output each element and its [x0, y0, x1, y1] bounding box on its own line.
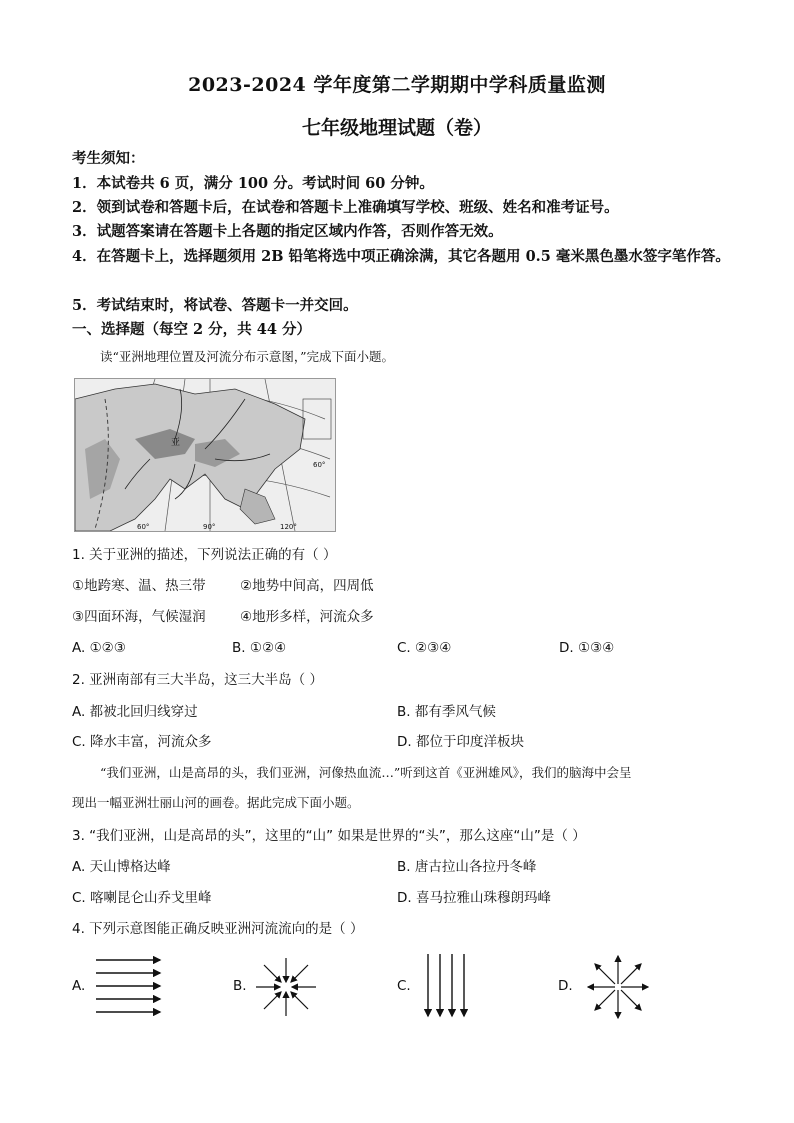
q1-statement-1: ①地跨寒、温、热三带	[72, 578, 206, 594]
q4-option-d-label[interactable]: D.	[558, 978, 573, 994]
q4-option-c-label[interactable]: C.	[397, 978, 411, 994]
q4-option-d-diagram[interactable]	[582, 950, 672, 1025]
q2-stem: 2. 亚洲南部有三大半岛，这三大半岛（ ）	[72, 672, 323, 688]
asia-map-image	[74, 378, 336, 532]
map-intro: 读“亚洲地理位置及河流分布示意图，”完成下面小题。	[100, 349, 395, 364]
q4-option-c-diagram[interactable]	[420, 950, 510, 1025]
q3-option-c[interactable]: C. 喀喇昆仑山乔戈里峰	[72, 890, 212, 906]
exam-title: 2023-2024 学年度第二学期期中学科质量监测	[188, 74, 606, 96]
q2-option-c[interactable]: C. 降水丰富，河流众多	[72, 734, 212, 750]
q1-option-c[interactable]: C. ②③④	[397, 640, 452, 656]
notice-item-3: 3．试题答案请在答题卡上各题的指定区域内作答，否则作答无效。	[72, 223, 503, 240]
exam-subtitle: 七年级地理试题（卷）	[301, 117, 492, 139]
section-title: 一、选择题（每空 2 分，共 44 分）	[72, 321, 311, 338]
q3-option-b[interactable]: B. 唐古拉山各拉丹冬峰	[397, 859, 537, 875]
q3-option-d[interactable]: D. 喜马拉雅山珠穆朗玛峰	[397, 890, 551, 906]
q1-stem: 1. 关于亚洲的描述，下列说法正确的有（ ）	[72, 547, 337, 563]
q1-statement-4: ④地形多样，河流众多	[240, 609, 374, 625]
q4-option-b-label[interactable]: B.	[233, 978, 247, 994]
q1-option-b[interactable]: B. ①②④	[232, 640, 287, 656]
q4-option-b-diagram[interactable]	[250, 950, 340, 1025]
map-label-60-right: 60°	[313, 461, 326, 469]
q3-option-a[interactable]: A. 天山博格达峰	[72, 859, 171, 875]
notice-item-4: 4．在答题卡上，选择题须用 2B 铅笔将选中项正确涂满，其它各题用 0.5 毫米黑色墨水签字笔作答。	[72, 248, 730, 265]
map-label-60-bottom: 60°	[137, 523, 150, 531]
passage-line-2: 现出一幅亚洲壮丽山河的画卷。据此完成下面小题。	[72, 795, 360, 810]
q1-option-a[interactable]: A. ①②③	[72, 640, 126, 656]
q1-statement-3: ③四面环海，气候湿润	[72, 609, 206, 625]
passage-line-1: “我们亚洲，山是高昂的头，我们亚洲，河像热血流…”听到这首《亚洲雄风》，我们的脑海中会呈	[100, 765, 632, 780]
asia-map-drawing	[75, 379, 335, 531]
notice-item-1: 1．本试卷共 6 页，满分 100 分。考试时间 60 分钟。	[72, 175, 434, 192]
q4-option-a-diagram[interactable]	[92, 950, 182, 1025]
q1-statement-2: ②地势中间高，四周低	[240, 578, 374, 594]
q2-option-a[interactable]: A. 都被北回归线穿过	[72, 704, 198, 720]
map-label-120: 120°	[280, 523, 297, 531]
q2-option-b[interactable]: B. 都有季风气候	[397, 704, 496, 720]
notice-item-5: 5．考试结束时，将试卷、答题卡一并交回。	[72, 297, 358, 314]
map-label-90: 90°	[203, 523, 216, 531]
q2-option-d[interactable]: D. 都位于印度洋板块	[397, 734, 524, 750]
q4-option-a-label[interactable]: A.	[72, 978, 86, 994]
q4-stem: 4. 下列示意图能正确反映亚洲河流流向的是（ ）	[72, 921, 364, 937]
notice-heading: 考生须知：	[72, 150, 145, 167]
map-label-asia: 亚	[171, 438, 181, 448]
q3-stem: 3. “我们亚洲，山是高昂的头”，这里的“山” 如果是世界的“头”，那么这座“山”是（ ）	[72, 828, 586, 844]
q1-option-d[interactable]: D. ①③④	[559, 640, 615, 656]
notice-item-2: 2．领到试卷和答题卡后，在试卷和答题卡上准确填写学校、班级、姓名和准考证号。	[72, 199, 619, 216]
